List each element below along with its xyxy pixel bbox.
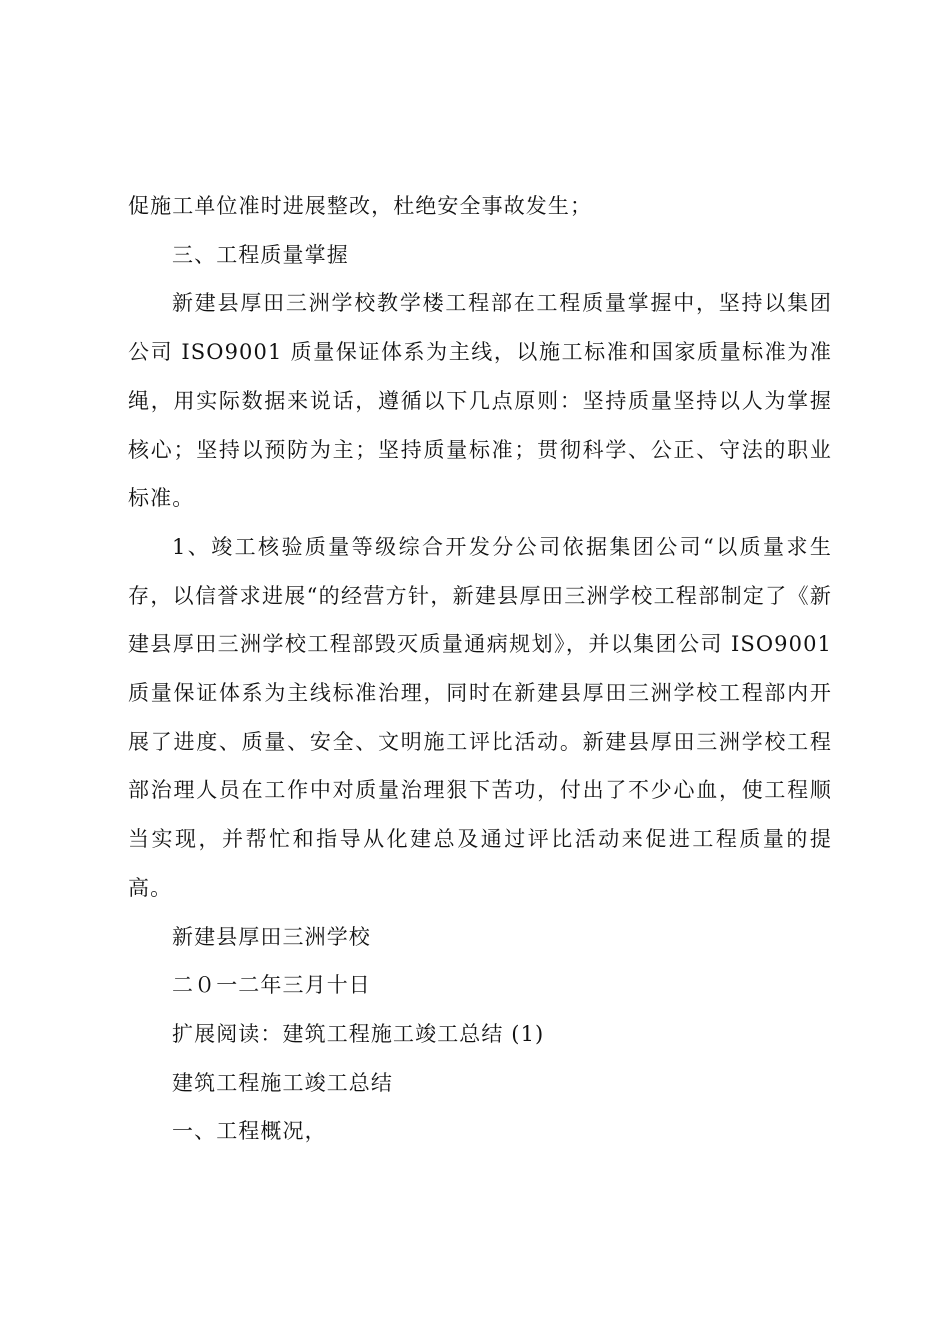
document-page	[128, 182, 832, 1156]
paragraph-quality-principles: 新建县厚田三洲学校教学楼工程部在工程质量掌握中，坚持以集团公司 ISO9001 质量保证体系为主线，以施工标准和国家质量标准为准绳，用实际数据来说话，遵循以下几点原则：坚持质量坚持以人为掌握核心；坚持以预防为主；坚持质量标准；贯彻科学、公正、守法的职业标准。	[128, 291, 832, 511]
signature-date: 二０一二年三月十日	[172, 973, 371, 998]
section-heading-quality-control: 三、工程质量掌握	[172, 242, 349, 267]
summary-title: 建筑工程施工竣工总结	[172, 1070, 393, 1095]
extended-reading-heading: 扩展阅读：建筑工程施工竣工总结 (1)	[172, 1021, 545, 1046]
paragraph-safety-rectification-end: 促施工单位准时进展整改，杜绝安全事故发生；	[128, 194, 593, 218]
section-heading-project-overview: 一、工程概况，	[172, 1119, 327, 1144]
signature-organization: 新建县厚田三洲学校	[172, 924, 371, 949]
paragraph-completion-acceptance: 1、竣工核验质量等级综合开发分公司依据集团公司“以质量求生存，以信誉求进展“的经营方针，新建县厚田三洲学校工程部制定了《新建县厚田三洲学校工程部毁灭质量通病规划》，并以集团公司 ISO9001 质量保证体系为主线标准治理，同时在新建县厚田三洲学校工程部内开展了进度、质量、安全、文明施工评比活动。新建县厚田三洲学校工程部治理人员在工作中对质量治理狠下苦功，付出了不少心血，使工程顺当实现，并帮忙和指导从化建总及通过评比活动来促进工程质量的提高。	[128, 534, 832, 900]
